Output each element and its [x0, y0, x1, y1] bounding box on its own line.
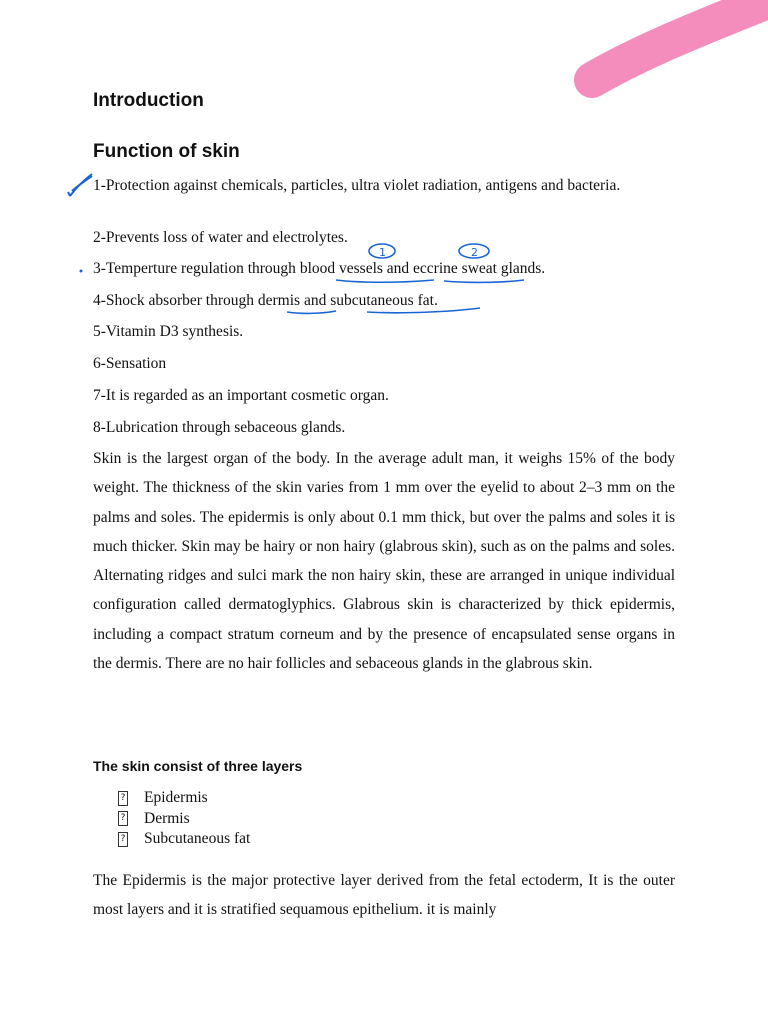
function-item-4	[93, 291, 675, 311]
pink-highlighter-stroke	[592, 4, 760, 80]
term-dermis: dermis	[257, 292, 301, 309]
function-item-4-suffix: .	[433, 292, 438, 309]
function-item-7: 7-It is regarded as an important cosmetic organ.	[93, 387, 389, 404]
function-item-4-prefix: 4-Shock absorber through	[93, 292, 258, 309]
list-item	[118, 809, 250, 830]
heading-introduction: Introduction	[93, 90, 204, 111]
pen-dot-icon	[80, 270, 83, 273]
function-item-4-and: and	[300, 292, 331, 309]
function-item-1: 1-Protection against chemicals, particles, ultra violet radiation, antigens and bacteria.	[93, 177, 621, 194]
paragraph-skin-overview: Skin is the largest organ of the body. In the average adult man, it weighs 15% of the body weight. The thickness of the skin varies from 1 mm over the eyelid to about 2–3 mm on the palms and soles. The epidermis is only about 0.1 mm thick, but over the palms and soles it is much thicker. Skin may be hairy or non hairy (glabrous skin), such as on the palms and soles. Alternating ridges and sulci mark the non hairy skin, these are arranged in unique individual configuration called dermatoglyphics. Glabrous skin is characterized by thick epidermis, including a compact stratum corneum and by the presence of encapsulated sense organs in the dermis. There are no hair follicles and sebaceous glands in the glabrous skin.	[93, 450, 675, 673]
term-blood-vessels: blood vessels	[299, 260, 383, 277]
missing-glyph-bullet-icon: ?	[118, 791, 128, 806]
layer-epidermis: Epidermis	[144, 789, 208, 807]
underline-eccrine	[444, 280, 524, 282]
layers-list	[118, 788, 250, 850]
annotation-number-2: 2	[471, 246, 478, 259]
missing-glyph-bullet-icon: ?	[118, 811, 128, 826]
layer-dermis: Dermis	[144, 809, 190, 827]
pen-tick-mark-icon	[68, 174, 92, 196]
heading-function-of-skin: Function of skin	[93, 141, 240, 162]
annotation-number-1: 1	[379, 246, 386, 259]
function-item-6: 6-Sensation	[93, 355, 167, 372]
paragraph-epidermis: The Epidermis is the major protective layer derived from the fetal ectoderm, It is the outer most layers and it is stratified sequamous epithelium. it is mainly	[93, 872, 675, 919]
underline-dermis	[287, 311, 336, 313]
function-item-5: 5-Vitamin D3 synthesis.	[93, 323, 244, 340]
underline-blood-vessels	[336, 280, 434, 282]
function-item-8: 8-Lubrication through sebaceous glands.	[93, 419, 346, 436]
function-item-3-and: and	[382, 260, 414, 277]
function-item-2: 2-Prevents loss of water and electrolytes.	[93, 229, 348, 246]
term-subcutaneous-fat: subcutaneous fat	[330, 292, 434, 309]
function-item-3-prefix: 3-Temperture regulation through	[93, 260, 300, 277]
function-item-3-suffix: sweat glands.	[457, 260, 546, 277]
missing-glyph-bullet-icon: ?	[118, 832, 128, 847]
list-item	[118, 829, 250, 850]
layers-heading: The skin consist of three layers	[93, 758, 303, 774]
layer-subcutaneous-fat: Subcutaneous fat	[144, 830, 251, 848]
list-item	[118, 788, 250, 809]
term-eccrine: eccrine	[413, 260, 458, 277]
function-item-3	[93, 259, 675, 279]
